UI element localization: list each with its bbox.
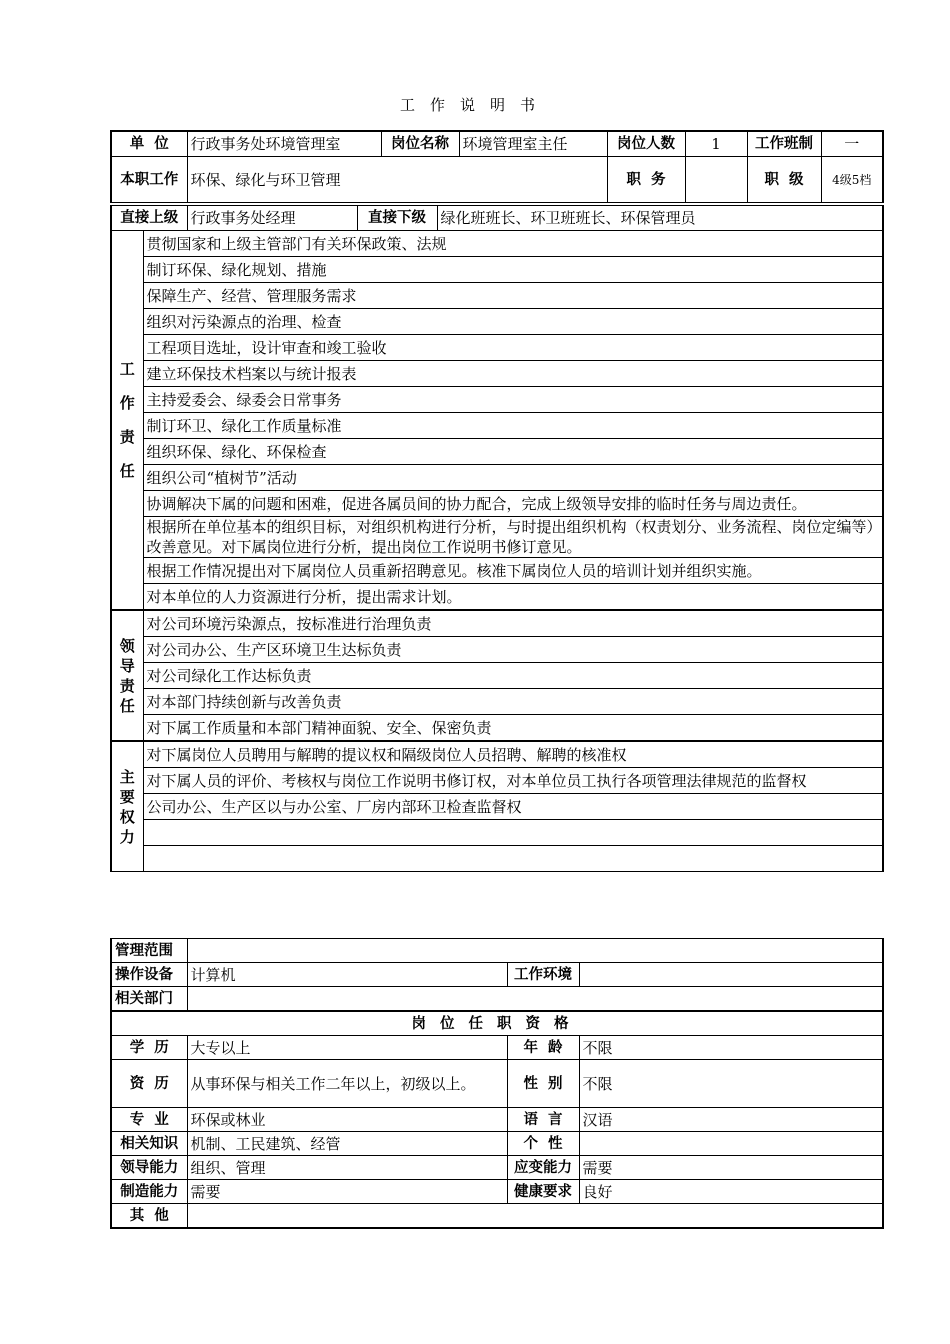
qualifications-heading [111, 1011, 883, 1036]
language-label: 语 言 [507, 1108, 579, 1132]
equipment-value: 计算机 [187, 963, 507, 987]
qualifications-table [110, 938, 884, 1229]
leadership-duties-item: 对公司环境污染源点，按标准进行治理负责 [143, 610, 883, 637]
work-duties-row [111, 584, 883, 611]
subordinate-label: 直接下级 [357, 206, 437, 231]
main-powers-row [111, 820, 883, 846]
level-value: 4级5档 [821, 157, 883, 203]
other-label: 其 他 [111, 1204, 187, 1229]
related-dept-label: 相关部门 [111, 987, 187, 1012]
manufacturing-label: 制造能力 [111, 1180, 187, 1204]
work-duties-item: 组织环保、绿化、环保检查 [143, 439, 883, 465]
leadership-duties-item: 对下属工作质量和本部门精神面貌、安全、保密负责 [143, 715, 883, 742]
work-duties-row [111, 387, 883, 413]
work-duties-item: 根据所在单位基本的组织目标，对组织机构进行分析，与时提出组织机构（权责划分、业务流程、岗位定编等）改善意见。对下属岗位进行分析，提出岗位工作说明书修订意见。 [143, 517, 883, 558]
work-duties-row [111, 257, 883, 283]
leadership-duties-item: 对本部门持续创新与改善负责 [143, 689, 883, 715]
work-duties-item: 贯彻国家和上级主管部门有关环保政策、法规 [143, 231, 883, 257]
age-value: 不限 [579, 1036, 883, 1060]
shift-label: 工作班制 [747, 131, 821, 157]
post-count-value: 1 [685, 131, 747, 157]
main-work-value: 环保、绿化与环卫管理 [187, 157, 607, 203]
education-value: 大专以上 [187, 1036, 507, 1060]
experience-value: 从事环保与相关工作二年以上，初级以上。 [187, 1060, 507, 1108]
work-duties-row [111, 558, 883, 584]
gender-label: 性 别 [507, 1060, 579, 1108]
major-label: 专 业 [111, 1108, 187, 1132]
work-duties-row [111, 491, 883, 517]
work-duties-item: 协调解决下属的问题和困难，促进各属员间的协力配合，完成上级领导安排的临时任务与周边责任。 [143, 491, 883, 517]
work-duties-row [111, 231, 883, 257]
work-duties-row [111, 439, 883, 465]
scope-label: 管理范围 [111, 939, 187, 963]
personality-value [579, 1132, 883, 1156]
main-powers-item: 对下属岗位人员聘用与解聘的提议权和隔级岗位人员招聘、解聘的核准权 [143, 741, 883, 768]
leadership-label: 领导能力 [111, 1156, 187, 1180]
main-powers-row [111, 741, 883, 768]
health-value: 良好 [579, 1180, 883, 1204]
work-duties-item: 保障生产、经营、管理服务需求 [143, 283, 883, 309]
work-duties-item: 组织对污染源点的治理、检查 [143, 309, 883, 335]
work-duties-item: 建立环保技术档案以与统计报表 [143, 361, 883, 387]
other-value [187, 1204, 883, 1229]
unit-value: 行政事务处环境管理室 [187, 131, 381, 157]
leadership-duties-label: 领 导 责 任 [111, 610, 143, 741]
duty-label: 职 务 [607, 157, 685, 203]
age-label: 年 龄 [507, 1036, 579, 1060]
main-work-label: 本职工作 [111, 157, 187, 203]
work-duties-item: 制订环保、绿化规划、措施 [143, 257, 883, 283]
unit-label: 单 位 [111, 131, 187, 157]
post-name-label: 岗位名称 [381, 131, 459, 157]
post-name-value: 环境管理室主任 [459, 131, 607, 157]
main-powers-item: 对下属人员的评价、考核权与岗位工作说明书修订权，对本单位员工执行各项管理法律规范的监督权 [143, 768, 883, 794]
education-label: 学 历 [111, 1036, 187, 1060]
personality-label: 个 性 [507, 1132, 579, 1156]
work-duties-row [111, 361, 883, 387]
leadership-duties-row [111, 715, 883, 742]
leadership-duties-row [111, 610, 883, 637]
work-duties-row [111, 413, 883, 439]
scope-value [187, 939, 883, 963]
environment-value [579, 963, 883, 987]
leadership-duties-row [111, 689, 883, 715]
main-powers-row [111, 846, 883, 872]
level-label: 职 级 [747, 157, 821, 203]
work-duties-row [111, 517, 883, 558]
health-label: 健康要求 [507, 1180, 579, 1204]
main-powers-row [111, 768, 883, 794]
work-duties-row [111, 283, 883, 309]
main-powers-item [143, 820, 883, 846]
work-duties-row [111, 335, 883, 361]
work-duties-item: 工程项目选址，设计审查和竣工验收 [143, 335, 883, 361]
leadership-value: 组织、管理 [187, 1156, 507, 1180]
adaptability-value: 需要 [579, 1156, 883, 1180]
duty-value [685, 157, 747, 203]
work-duties-row [111, 465, 883, 491]
main-powers-item [143, 846, 883, 872]
superior-label: 直接上级 [111, 206, 187, 231]
main-powers-label: 主 要 权 力 [111, 741, 143, 872]
knowledge-label: 相关知识 [111, 1132, 187, 1156]
environment-label: 工作环境 [507, 963, 579, 987]
leadership-duties-row [111, 637, 883, 663]
gender-value: 不限 [579, 1060, 883, 1108]
work-duties-label: 工 作 责 任 [111, 231, 143, 611]
main-powers-row [111, 794, 883, 820]
experience-label: 资 历 [111, 1060, 187, 1108]
manufacturing-value: 需要 [187, 1180, 507, 1204]
work-duties-item: 根据工作情况提出对下属岗位人员重新招聘意见。核准下属岗位人员的培训计划并组织实施。 [143, 558, 883, 584]
document-title: 工作说明书 [399, 96, 550, 114]
related-dept-value [187, 987, 883, 1012]
qualifications-heading-text: 岗位任职资格 [411, 1015, 583, 1032]
reporting-table [110, 205, 884, 231]
leadership-duties-row [111, 663, 883, 689]
work-duties-row [111, 309, 883, 335]
work-duties-item: 组织公司“植树节”活动 [143, 465, 883, 491]
subordinate-value: 绿化班班长、环卫班班长、环保管理员 [437, 206, 883, 231]
major-value: 环保或林业 [187, 1108, 507, 1132]
work-duties-item: 对本单位的人力资源进行分析，提出需求计划。 [143, 584, 883, 611]
leadership-duties-item: 对公司办公、生产区环境卫生达标负责 [143, 637, 883, 663]
equipment-label: 操作设备 [111, 963, 187, 987]
main-powers-item: 公司办公、生产区以与办公室、厂房内部环卫检查监督权 [143, 794, 883, 820]
post-count-label: 岗位人数 [607, 131, 685, 157]
responsibilities-table [110, 230, 884, 872]
shift-value: 一 [821, 131, 883, 157]
work-duties-item: 主持爱委会、绿委会日常事务 [143, 387, 883, 413]
adaptability-label: 应变能力 [507, 1156, 579, 1180]
knowledge-value: 机制、工民建筑、经管 [187, 1132, 507, 1156]
language-value: 汉语 [579, 1108, 883, 1132]
work-duties-item: 制订环卫、绿化工作质量标准 [143, 413, 883, 439]
superior-value: 行政事务处经理 [187, 206, 357, 231]
leadership-duties-item: 对公司绿化工作达标负责 [143, 663, 883, 689]
header-table [110, 130, 884, 203]
